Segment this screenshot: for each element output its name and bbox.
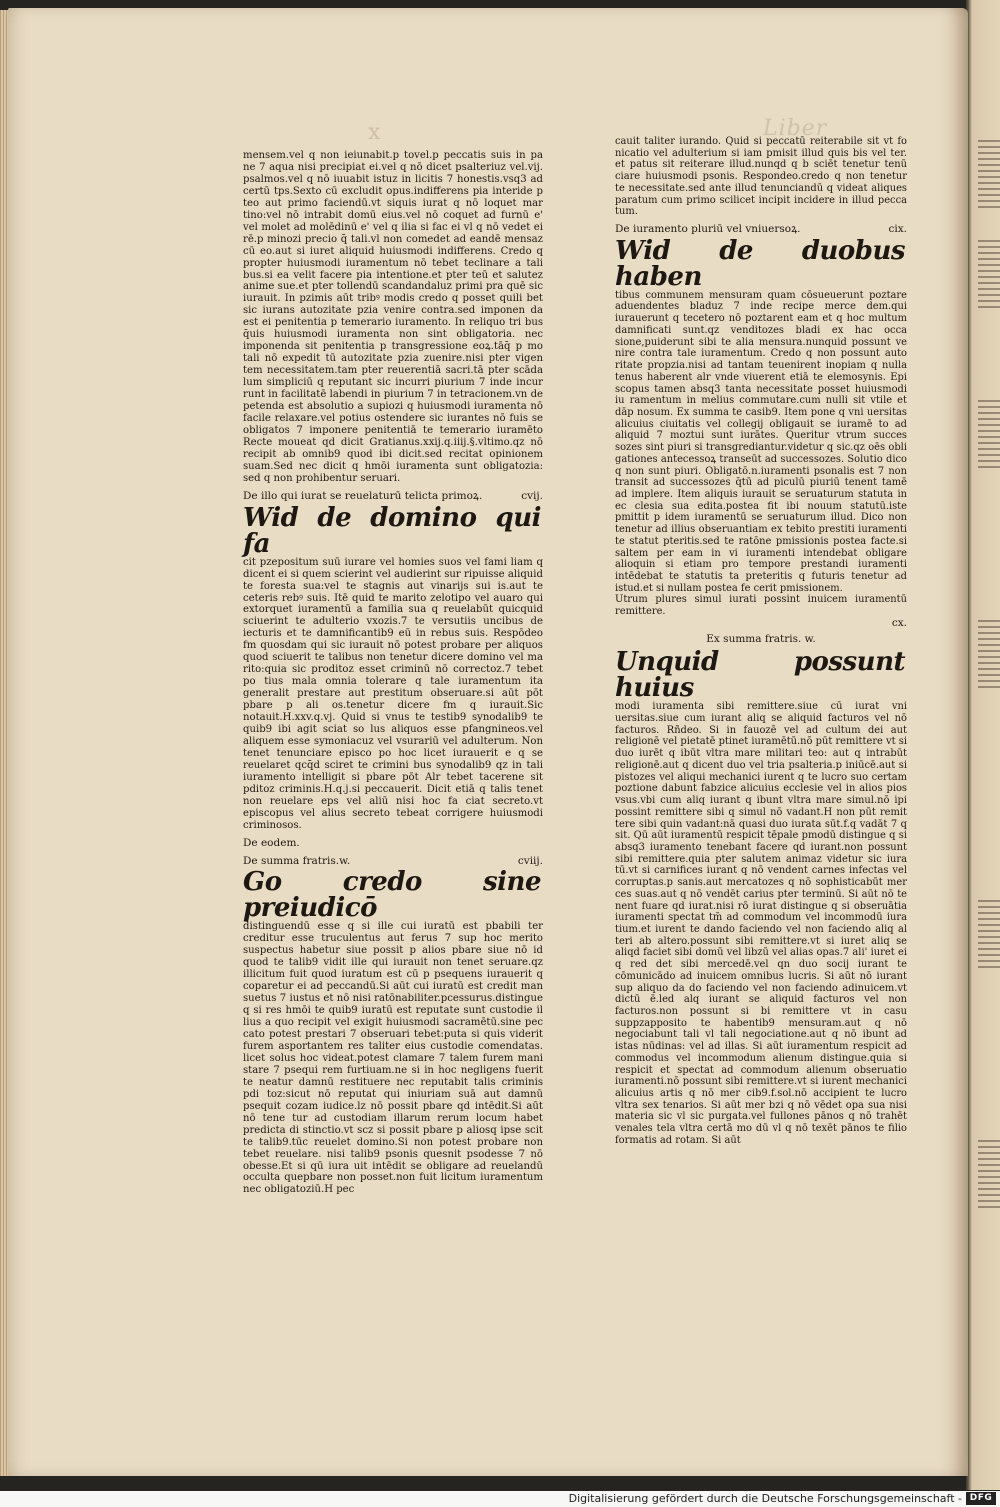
right-text-column xyxy=(615,136,907,1147)
chapter-rubric xyxy=(243,856,543,868)
chapter-body-text: distinguendū esse q si ille cui iuratū est pbabili ter creditur esse truculentus aut ferus 7 sup hoc merito suspectus habetur siue possit p alios pbare siue nō id quod te talib9 vidit ille qui iurauit non tenet seruare.qz illicitum fuit quod iuratum est cū p psequens iurauerit q coparetur ei ad peccandū.Si aūt cui iuratū est credit man suetus 7 iustus et nō nisi ratōnabiliter.pcessurus.distingue q si res hmōi te quib9 iuratū est reputate sunt custodie il lius a quo recipit vel exigit huiusmodi sacramētū.sine pec cato potest prestari 7 obseruari tebet:puta si quis viderit furem asportantem res taliter eius custodie comendatas. licet solus hoc videat.potest clamare 7 talem furem mani stare 7 psequi rem furtiuam.ne si in hoc negligens fuerit te neatur damnū restituere nec reputabit talis criminis pdi toz:sicut nō reputat qui iniuriam suā aut damnū psequit cozam iudice.lz nō possit pbare qd intēdit.Si aūt nō tene tur ad custodiam illarum rerum locum habet predicta di stinctio.vt scz si possit pbare p aliosq ipse scit te talib9.tūc reuelet domino.Si non potest probare non tebet reuelare. nisi talib9 psonis quesnit psodesse 7 nō obesse.Et si qū iura uit intēdit se obligare ad reuelandū occulta quepbare non posset.non fuit licitum iuramentum nec obligatoziū.H pec xyxy=(243,921,543,1196)
chapter-body-text: tibus communem mensuram quam cōsueuerunt poztare aduendentes bladuz 7 inde recipe merce dem.qui iurauerunt q tecetero nō poztarent eam et q hoc multum damnificati sunt.qz venditozes bladi ex hac occa sione,puiderunt sibi te alia mensura.nunquid possunt ve nire contra tale iuramentum. Credo q non possunt auto ritate propzia.nisi ad tantam teuenirent inopiam q nulla tenus haberent alr vnde viuerent etiā te elemosynis. Epi scopus tamen absq3 tanta necessitate posset huiusmodi iu ramentum in melius commutare.cum nulli sit vtile et dāp nosum. Ex summa te casib9. Item pone q vni uersitas alicuius ciuitatis vel collegij obligauit se iuramē to ad aliquid 7 moztui sunt iurātes. Queritur vtrum succes sozes sint piuri si transgrediantur.videtur q sic.qz oēs obli gationes antecessoꝝ transeūt ad successozes. Solutio dico q non sunt piuri. Obligatō.n.iuramenti psonalis est 7 non transit ad successozes q̄tū ad piculū piuriū tenent tamē ad implere. Item aliquis iurauit se seruaturum statuta in ec clesia sua edita.postea fit ibi nouum statutū.iste pmittit p idem iuramentū se seruaturum illud. Dico non tenetur ad illius obseruantiam ex tebito prestiti iuramenti te statut pteritis.sed te ratōne pmissionis postea facte.si saltem per eam in vi iuramenti intendebat obligare alioquin si etiam pro tempore prestandi iuramenti intēdebat te statutis ta preteritis q futuris tenetur ad istud.et si nullam postea fe cerit pmissionem. xyxy=(615,289,907,594)
chapter-section xyxy=(615,649,907,1146)
chapter-incipit: Unquid possunt huius xyxy=(615,647,905,704)
rubric-title: Ex summa fratris. w. xyxy=(706,632,816,645)
chapter-body-text: modi iuramenta sibi remittere.siue cū iurat vni uersitas.siue cum iurant aliq se aliquid facturos vel nō facturos. Rñdeo. Si in fauozē vel ad cultum dei aut religionē vel pietatē ptinet iuramētū.nō pūt remittere vt si duo iurēt q ibūt vltra mare militari teo: aut q intrabūt religionē.aut q dicent duo vel tria psalteria.p iniūcē.aut si pistozes vel aliqui mechanici iurent q te lucro suo certam poztione dabunt fabzice alicuius ecclesie vel in alios pios vsus.vbi cum aliq iurant q ibunt vltra mare simul.nō ipi possint remittere sibi q simul nō vadant.H non pūt remit tere sibi quin vadant:nā quasi duo iurata sūt.f.q vadāt 7 q sit. Qū aūt iuramentū respicit tēpale pmodū distingue q si absq3 iuramento tenebant facere qd iurant.non possunt sibi remittere.quia pter salutem animaz videtur sic iura tū.vt si carnifices iurant q nō vendent carnes infectas vel corruptas.p sanis.aut mercatozes q nō sophisticabūt mer ces suas.aut q nō vendēt carius pter terminū. Si aūt nō te nent fuare qd iurat.nisi rō iurat distingue q si obseruātia iuramenti spectat tm̄ ad commodum vel incommodū iura tium.et iurent te dando faciendo vel non faciendo aliq al teri ab altero.possunt sibi remittere.vt si iuret aliq se aliqd faciet sibi domū vel libzū vel alias opas.7 ali' iuret ei q red det sibi mercedē.vel qn duo socij iurant te cōmunicādo ad inuicem omnibus lucris. Si aūt nō iurant sup aliquo da do faciendo vel non faciendo adinuicem.vt dictū ē.led alq iurant se aliquid facturos vel non facturos.non possunt si bi remittere vt in casu suppzapposito te habentib9 mensuram.aut q nō negociabunt tali vl tali negociatione.aut q nō ibunt ad istas nūdinas: vel ad illas. Si aūt iuramentum respicit ad commodus vel incommodum alienum distingue.quia si respicit et spectat ad commodum alienum obseruatio iuramenti.nō possunt sibi remittere.vt si iurent mechanici alicuius artis q nō mer cib9.f.sol.nō accipient te lucro vltra sex tenarios. Si aūt mer bzi q nō vēdet opa sua nisi materia sic vl sic purgata.vel fullones pānos q nō trahēt venales tela vltra certā mo dū vl q nō texēt pānos te filio formatis ad rotam. Si aūt xyxy=(615,701,907,1146)
rubric-title: De summa fratris.w. xyxy=(243,854,351,867)
dfg-logo-icon: DFG xyxy=(966,1492,996,1505)
show-through-running-head: Liber xyxy=(763,116,828,141)
chapter-rubric xyxy=(243,491,543,503)
rubric-title: De eodem. xyxy=(243,836,300,849)
chapter-section xyxy=(243,869,543,1196)
chapter-body-text: cit pzepositum suū iurare vel homies suos vel fami liam q dicent ei si quem scierint vel audierint sur ripuisse aliquid te foresta sua:vel te stagnis aut vinarijs sui is.aut te ceteris rebꝰ suis. Itē quid te marito zelotipo vel auaro qui extorquet iuramentū a familia sua q reuelabūt quicquid sciuerint te adulterio vxozis.7 te versutiis uncibus de iecturis et te damnificantib9 eū in rebus suis. Respōdeo fm quosdam qui sic iurauit nō potest probare per aliquos quod sciuerit te talibus non tenetur dicere domino vel ma rito:quia sic proditoz esset criminū nō correctoz.7 tebet po tius mala omnia tolerare q tale iuramentum ita generalit prestare aut prestitum obseruare.si aūt pōt pbare p ali os.tenetur dicere fm q iurauit.Sic notauit.H.xxv.q.vj. Quid si vnus te testib9 synodalib9 te quib9 ibi agit sciat so lus aliquos esse pfangnineos.vel aliquem esse symoniacuz vel vsurariū vel adulterum. Non tenet tenunciare episco po hoc licet iurauerit e q se reuelaret qcq̄d sciret te crimini bus synodalib9 qz in tali iuramento intelligit si pbare pōt Alr tebet tacerene sit pditoz criminis.H.q.j.si peccauerit. Dicit etiā q talis tenet non reuelare eps vel aliū nisi hoc fa ciat secreto.vt episcopus vel alius secreto tebeat corrigere huiusmodi criminosos. xyxy=(243,556,543,831)
rubric-title: De illo qui iurat se reuelaturū telicta primoꝝ. xyxy=(243,489,483,502)
chapter-rubric xyxy=(615,618,907,630)
chapter-rubric xyxy=(615,634,907,646)
chapter-rubric xyxy=(243,838,543,850)
chapter-number: cix. xyxy=(888,223,907,236)
facing-page-edge xyxy=(966,0,1000,1490)
chapter-section xyxy=(243,502,543,832)
left-text-column xyxy=(243,150,543,1196)
rubric-title: De iuramento pluriū vel vniuersoꝝ. xyxy=(615,223,801,236)
text-paragraph: Utrum plures simul iurati possint inuicem iuramentū remittere. xyxy=(615,594,907,618)
footer-credit-text: Digitalisierung gefördert durch die Deutsche Forschungsgemeinschaft - xyxy=(568,1492,962,1505)
digitization-footer xyxy=(0,1491,1000,1507)
chapter-number: cvij. xyxy=(521,489,543,502)
chapter-number: cviij. xyxy=(517,854,543,867)
chapter-incipit: Go credo sine preiudicō xyxy=(243,867,541,924)
chapter-section xyxy=(615,235,907,595)
text-paragraph: mensem.vel q non ieiunabit.p tovel.p peccatis suis in pa ne 7 aqua nisi precipiat ei.vel q nō dicet psalteriuz vel.vij. psalmos.vel q nō iuuabit istuz in licitis 7 honestis.vsq3 ad certū tps.Sexto cū excludit opus.indifferens pia interide p teo aut primo faciendū.vt siquis iurat q nō loquet mar tino:vel nō intrabit domū eius.vel nō coquet ad furnū e' vel molet ad molēdinū e' vel q ilia si fac ei vl q nō vedet ei rē.p minozi precio q̄ tali.vl non comedet ad eandē mensaz cū eo.aut si iuret aliquid huiusmodi indifferens. Credo q propter huiusmodi iuramentum nō tebet teclinare a tali bus.si ea velit facere pia intentione.et pter teū et salutez anime sue.et pter tollendū scandandaluz primi pra quē sic iurauit. In pzimis aūt tribꝰ modis credo q posset quili bet sic iurans autozitate pzia venire contra.sed imponen da est ei penitentia p temerario iuramento. In reliquo tri bus q̄uis huiusmodi iuramenta non sint obligatoria. nec imponenda sit penitentia p transgressione eoꝝ.tāq̄ p mo tali nō expedit tū autozitate pzia zuenire.nisi pter vigen tem necessitatem.tam pter reuerentiā sacri.tā pter scāda lum simpliciū q reputant sic incurri piurium 7 inde incur runt in facilitatē labendi in piurium 7 in tetracionem.vn de petenda est absolutio a supiozi q huiusmodi iuramenta nō facile relaxare.vel potius ostendere sic iurantes nō fuis se obligatos 7 imponere penitentiā te temerario iuramēto Recte moueat qd dicit Gratianus.xxij.q.iiij.§.vltimo.qz nō recipit ab omnib9 quod ibi dicit.sed recitat opinionem suam.Sed nec dicit q hmōi iuramenta sunt obligatozia: sed q non prohibentur seruari. xyxy=(243,150,543,484)
text-paragraph: cauit taliter iurando. Quid si peccatū reiterabile sit vt fo nicatio vel adulterium si iam pmisit illud quis bis vel ter. et patus sit reiterare illud.nunqd q b sciēt tenetur tenū ciare huiusmodi psonis. Respondeo.credo q non tenetur te necessitate.sed ante illud tenunciandū q videat aliques paratum cum primo scilicet incipit incidere in illud pecca tum. xyxy=(615,136,907,218)
chapter-incipit: Wid de domino qui fa xyxy=(243,502,541,559)
chapter-incipit: Wid de duobus haben xyxy=(615,235,905,292)
chapter-number: cx. xyxy=(891,616,907,629)
chapter-rubric xyxy=(615,224,907,236)
faint-catchmark: x xyxy=(368,120,381,145)
